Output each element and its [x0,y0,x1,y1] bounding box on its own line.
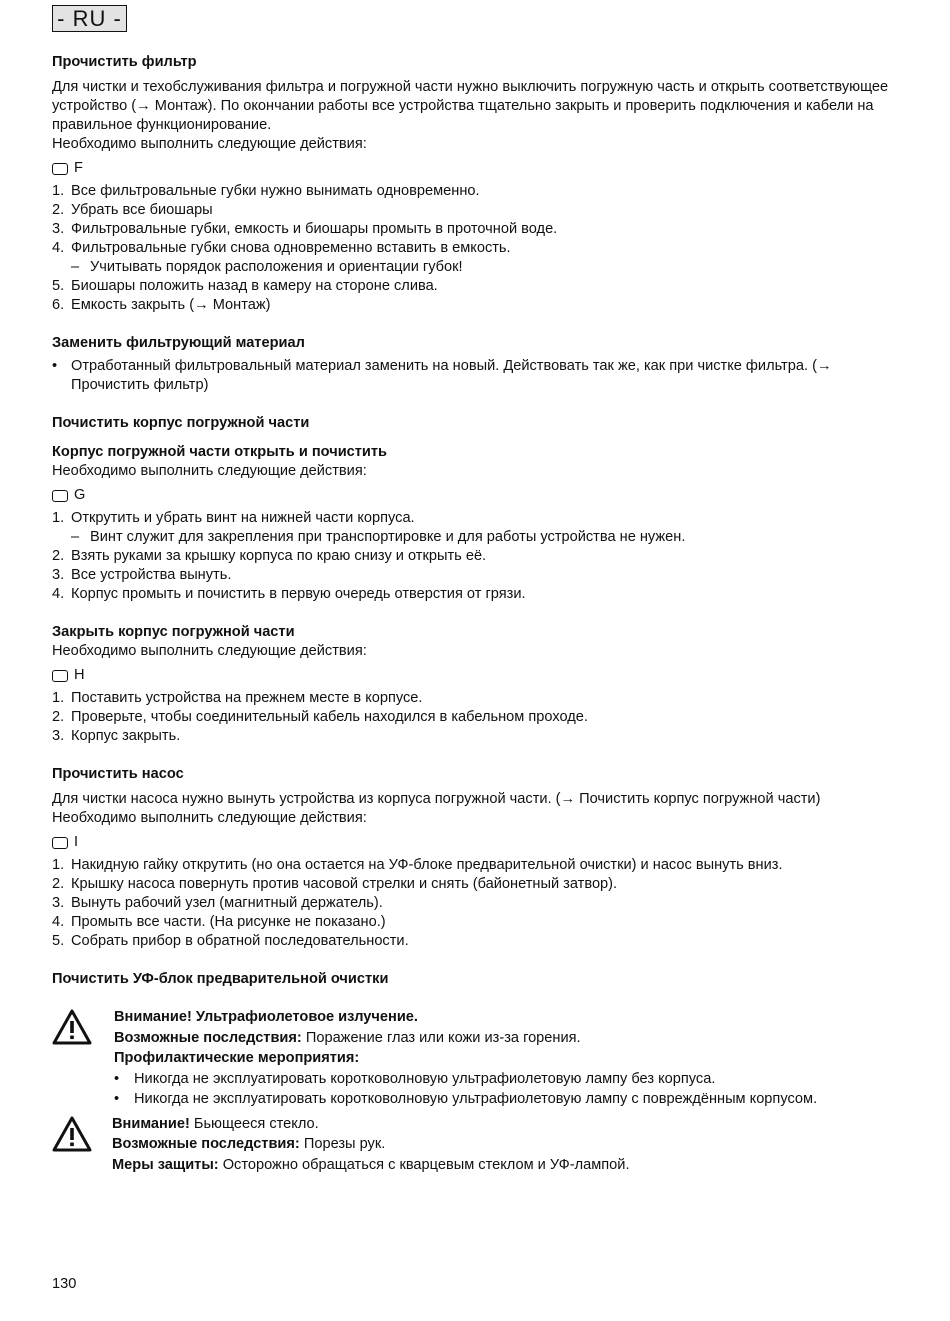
clean-filter-steps [52,182,902,315]
consequences-text: Поражение глаз или кожи из-за горения. [305,1029,581,1046]
list-item: 3. Корпус закрыть. [52,728,181,744]
list-item: 5. Собрать прибор в обратной последовательности. [52,933,409,949]
figure-label: F [74,160,83,176]
list-item: 4. Фильтровальные губки снова одновременно вставить в емкость. [52,240,511,256]
consequences-label: Возможные последствия: [114,1029,302,1046]
consequences-text: Порезы рук. [303,1136,386,1152]
warning-headline-label: Внимание! [112,1115,190,1132]
figure-label: H [74,667,85,683]
warning-triangle-icon [52,1009,92,1045]
close-housing-steps-lead: Необходимо выполнить следующие действия: [52,643,367,659]
list-item: 2. Убрать все биошары [52,202,213,218]
subsection-title-open-housing: Корпус погружной части открыть и почистить [52,444,388,460]
glass-warning-text [112,1114,630,1176]
section-title-replace-media: Заменить фильтрующий материал [52,335,305,351]
close-housing-steps [52,689,902,746]
warning-triangle-icon [52,1116,92,1152]
list-item: • Никогда не эксплуатировать коротковолновую ультрафиолетовую лампу с повреждённым корпусом. [114,1091,818,1107]
list-item: 4. Корпус промыть и почистить в первую очередь отверстия от грязи. [52,586,526,602]
open-housing-steps-lead: Необходимо выполнить следующие действия: [52,463,367,479]
figure-book-icon [52,837,68,849]
figure-reference-i [52,833,902,852]
measures-text: Осторожно обращаться с кварцевым стеклом и УФ-лампой. [222,1156,630,1173]
document-body [52,53,902,1175]
list-item: 6. Емкость закрыть (→ Монтаж) [52,297,271,313]
figure-book-icon [52,490,68,502]
subsection-title-close-housing: Закрыть корпус погружной части [52,624,295,640]
uv-radiation-warning [52,1007,902,1110]
clean-filter-steps-lead: Необходимо выполнить следующие действия: [52,136,367,152]
list-item: 1. Накидную гайку открутить (но она остается на УФ-блоке предварительной очистки) и насос вынуть вниз. [52,857,783,873]
clean-filter-intro: Для чистки и техобслуживания фильтра и погружной части нужно выключить погружную часть и открыть соответствующее устройство (→ Монтаж). По окончании работы все устройства тщательно закрыть и проверить подключения и кабели на правильное функционирование. [52,79,889,133]
measures-label: Профилактические мероприятия: [114,1050,360,1066]
figure-book-icon [52,670,68,682]
list-item: 3. Фильтровальные губки, емкость и биошары промыть в проточной воде. [52,221,558,237]
section-title-clean-filter: Прочистить фильтр [52,54,197,70]
figure-reference-f [52,159,902,178]
clean-pump-steps [52,856,902,951]
section-title-clean-pump: Прочистить насос [52,766,184,782]
page-number: 130 [52,1276,77,1292]
figure-label: I [74,834,79,850]
replace-media-list [52,357,902,395]
figure-reference-h [52,666,902,685]
glass-breakage-warning [52,1114,902,1176]
consequences-label: Возможные последствия: [112,1136,300,1152]
list-item: • Отработанный фильтровальный материал заменить на новый. Действовать так же, как при чистке фильтра. (→ Прочистить фильтр) [52,358,832,393]
figure-label: G [74,487,86,503]
section-title-clean-uv: Почистить УФ-блок предварительной очистки [52,971,389,987]
clean-pump-intro: Для чистки насоса нужно вынуть устройства из корпуса погружной части. (→ Почистить корпус погружной части) [52,791,821,807]
clean-pump-steps-lead: Необходимо выполнить следующие действия: [52,810,367,826]
uv-warning-text [114,1007,817,1110]
step-note: – Учитывать порядок расположения и ориентации губок! [71,259,463,275]
list-item: 5. Биошары положить назад в камеру на стороне слива. [52,278,438,294]
list-item: 4. Промыть все части. (На рисунке не показано.) [52,914,386,930]
list-item: 3. Вынуть рабочий узел (магнитный держатель). [52,895,383,911]
step-note: – Винт служит для закрепления при транспортировке и для работы устройства не нужен. [71,529,686,545]
figure-reference-g [52,486,902,505]
language-tag: - RU - [52,5,127,32]
figure-book-icon [52,163,68,175]
measures-label: Меры защиты: [112,1156,219,1173]
list-item: 1. Открутить и убрать винт на нижней части корпуса. [52,510,415,526]
list-item: 1. Все фильтровальные губки нужно вынимать одновременно. [52,183,480,199]
list-item: 3. Все устройства вынуть. [52,567,232,583]
open-housing-steps [52,509,902,604]
list-item: 2. Проверьте, чтобы соединительный кабель находился в кабельном проходе. [52,709,588,725]
list-item: • Никогда не эксплуатировать коротковолновую ультрафиолетовую лампу без корпуса. [114,1070,716,1087]
warning-headline-text: Бьющееся стекло. [193,1115,319,1132]
section-title-clean-housing: Почистить корпус погружной части [52,415,310,431]
list-item: 2. Крышку насоса повернуть против часовой стрелки и снять (байонетный затвор). [52,876,618,892]
list-item: 2. Взять руками за крышку корпуса по краю снизу и открыть её. [52,548,487,564]
warning-headline: Внимание! Ультрафиолетовое излучение. [114,1009,418,1025]
list-item: 1. Поставить устройства на прежнем месте в корпусе. [52,690,423,706]
